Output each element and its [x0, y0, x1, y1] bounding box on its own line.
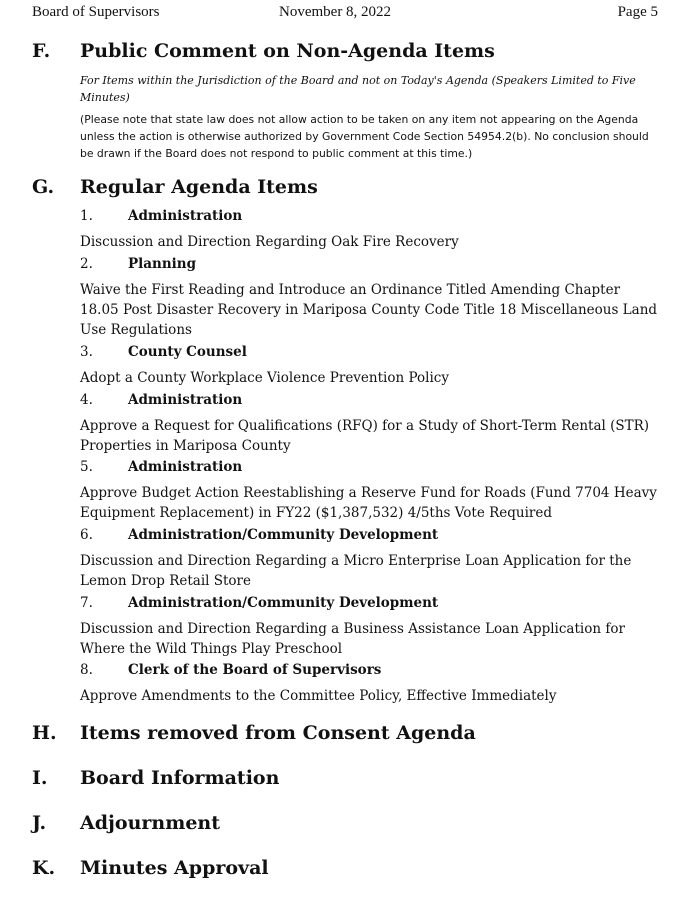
section-title: Regular Agenda Items [80, 176, 318, 198]
section-letter: K. [32, 857, 56, 879]
item-department: Administration [128, 459, 243, 475]
item-description: Waive the First Reading and Introduce an Ordinance Titled Amending Chapter 18.05 Post Disaster Recovery in Mariposa County Code Title 18 Miscellaneous Land Use Regulations [80, 282, 658, 338]
section-letter: J. [32, 812, 47, 834]
section-title: Items removed from Consent Agenda [80, 722, 476, 744]
item-department: Administration/Community Development [128, 595, 439, 611]
section-title: Minutes Approval [80, 857, 269, 879]
item-description: Approve Budget Action Reestablishing a Reserve Fund for Roads (Fund 7704 Heavy Equipment Replacement) in FY22 ($1,387,532) 4/5ths Vote Required [80, 485, 657, 521]
item-description: Discussion and Direction Regarding Oak Fire Recovery [80, 234, 459, 250]
section-letter: G. [32, 176, 55, 198]
section-letter: H. [32, 722, 57, 744]
section-note: (Please note that state law does not allow action to be taken on any item not appearing on the Agenda unless the action is otherwise authorized by Government Code Section 54954.2(b). No conclusion should be drawn if the Board does not respond to public comment at this time.) [80, 113, 649, 160]
item-department: County Counsel [128, 344, 247, 360]
item-number: 5. [80, 459, 93, 475]
item-department: Administration/Community Development [128, 527, 439, 543]
item-number: 6. [80, 527, 93, 543]
item-number: 2. [80, 256, 93, 272]
agenda-items-list [80, 208, 658, 708]
header-page-number: Page 5 [617, 4, 658, 20]
page-header [32, 4, 658, 24]
section-title: Adjournment [80, 812, 220, 834]
item-description: Discussion and Direction Regarding a Micro Enterprise Loan Application for the Lemon Drop Retail Store [80, 553, 632, 589]
item-department: Planning [128, 256, 197, 272]
section-body [80, 72, 658, 162]
section-title: Board Information [80, 767, 280, 789]
section-letter: I. [32, 767, 48, 789]
header-date: November 8, 2022 [279, 4, 392, 20]
item-number: 4. [80, 392, 93, 408]
header-board-name: Board of Supervisors [32, 4, 160, 20]
item-description: Approve a Request for Qualifications (RFQ) for a Study of Short-Term Rental (STR) Properties in Mariposa County [80, 418, 650, 454]
item-number: 3. [80, 344, 93, 360]
item-department: Administration [128, 208, 243, 224]
item-description: Discussion and Direction Regarding a Business Assistance Loan Application for Where the Wild Things Play Preschool [80, 621, 625, 657]
item-department: Clerk of the Board of Supervisors [128, 662, 382, 678]
section-letter: F. [32, 40, 51, 62]
item-number: 8. [80, 662, 93, 678]
section-subtitle: For Items within the Jurisdiction of the Board and not on Today's Agenda (Speakers Limited to Five Minutes) [80, 74, 636, 104]
item-description: Approve Amendments to the Committee Policy, Effective Immediately [80, 688, 557, 704]
item-number: 7. [80, 595, 93, 611]
section-title: Public Comment on Non-Agenda Items [80, 40, 495, 62]
item-department: Administration [128, 392, 243, 408]
item-description: Adopt a County Workplace Violence Prevention Policy [80, 370, 449, 386]
item-number: 1. [80, 208, 93, 224]
